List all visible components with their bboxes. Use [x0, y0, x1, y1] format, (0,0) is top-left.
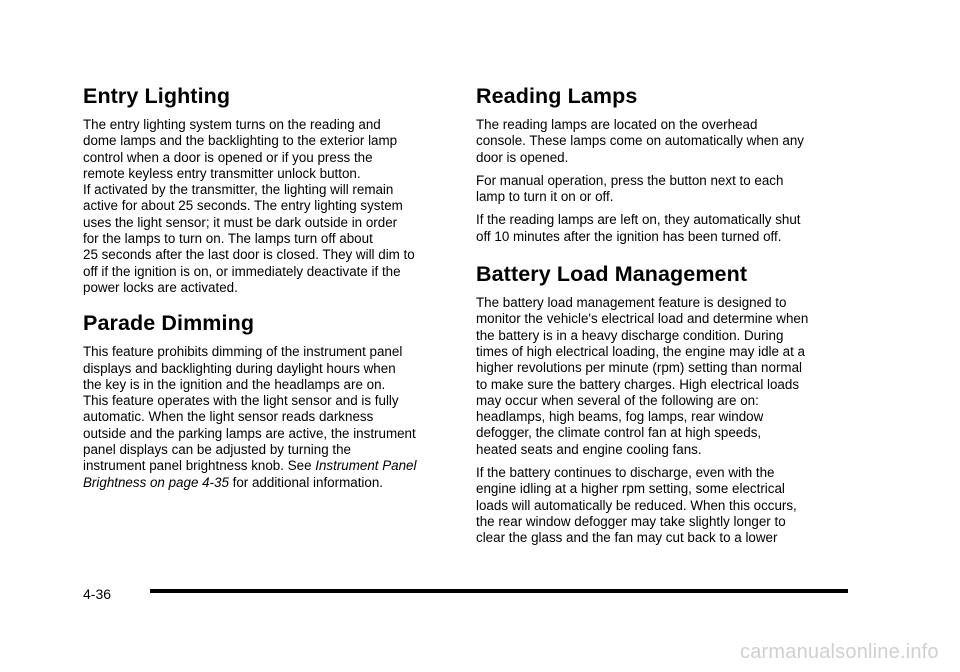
text-line: power locks are activated.	[83, 279, 238, 295]
text-line: higher revolutions per minute (rpm) setting than normal	[476, 360, 802, 376]
entry-lighting-paragraph	[83, 117, 455, 296]
text-line: the battery is in a heavy discharge condition. During	[476, 327, 784, 343]
reading-lamps-paragraph-2	[476, 173, 848, 206]
left-column	[83, 82, 455, 491]
reading-lamps-paragraph-1	[476, 117, 848, 166]
text-line: dome lamps and the backlighting to the exterior lamp	[83, 133, 398, 149]
text-line: heated seats and engine cooling fans.	[476, 441, 702, 457]
text-line: the key is in the ignition and the headlamps are on.	[83, 376, 386, 392]
text-line	[83, 458, 455, 474]
text-line: This feature operates with the light sensor and is fully	[83, 393, 399, 409]
text-line: panel displays can be adjusted by turning the	[83, 442, 351, 458]
text-line: lamp to turn it on or off.	[476, 189, 614, 205]
footer-divider	[150, 589, 848, 593]
text-line: This feature prohibits dimming of the instrument panel	[83, 344, 403, 360]
text-line: active for about 25 seconds. The entry lighting system	[83, 198, 403, 214]
text-line: to make sure the battery charges. High electrical loads	[476, 376, 800, 392]
text-line: door is opened.	[476, 149, 569, 165]
text-line: outside and the parking lamps are active, the instrument	[83, 425, 416, 441]
text-line: loads will automatically be reduced. When this occurs,	[476, 497, 797, 513]
cross-reference-link[interactable]: Brightness on page 4-35	[83, 474, 229, 490]
text-line: off if the ignition is on, or immediately deactivate if the	[83, 263, 401, 279]
text-span: for additional information.	[228, 474, 383, 490]
text-line: For manual operation, press the button next to each	[476, 172, 784, 188]
text-line: monitor the vehicle's electrical load and determine when	[476, 311, 809, 327]
text-line: may occur when several of the following are on:	[476, 392, 759, 408]
text-line: If the battery continues to discharge, even with the	[476, 465, 775, 481]
text-line	[83, 475, 455, 491]
right-column	[476, 82, 848, 547]
text-line: defogger, the climate control fan at high speeds,	[476, 425, 762, 441]
text-line: The battery load management feature is designed to	[476, 295, 787, 311]
spacer	[476, 166, 848, 173]
text-line: The entry lighting system turns on the reading and	[83, 117, 381, 132]
text-line: remote keyless entry transmitter unlock button.	[83, 165, 361, 181]
text-line: If the reading lamps are left on, they automatically shut	[476, 212, 801, 228]
spacer	[476, 458, 848, 465]
parade-dimming-paragraph	[83, 344, 455, 491]
text-line: control when a door is opened or if you press the	[83, 149, 373, 165]
text-line: headlamps, high beams, fog lamps, rear window	[476, 409, 764, 425]
reading-lamps-paragraph-3	[476, 212, 848, 245]
battery-paragraph-2	[476, 465, 848, 546]
text-line: the rear window defogger may take slightly longer to	[476, 513, 786, 529]
text-line: displays and backlighting during daylight hours when	[83, 360, 396, 376]
text-line: for the lamps to turn on. The lamps turn off about	[83, 231, 373, 247]
text-line: If activated by the transmitter, the lighting will remain	[83, 182, 394, 198]
text-line: automatic. When the light sensor reads darkness	[83, 409, 374, 425]
heading-battery-load-management: Battery Load Management	[476, 262, 748, 287]
text-line: off 10 minutes after the ignition has been turned off.	[476, 228, 782, 244]
heading-reading-lamps: Reading Lamps	[476, 84, 638, 108]
heading-entry-lighting: Entry Lighting	[83, 84, 231, 108]
spacer	[476, 205, 848, 212]
text-line: times of high electrical loading, the engine may idle at a	[476, 343, 806, 359]
heading-parade-dimming: Parade Dimming	[83, 311, 255, 336]
page-number: 4-36	[83, 586, 112, 602]
text-span: instrument panel brightness knob. See	[83, 458, 316, 474]
cross-reference-link[interactable]: Instrument Panel	[315, 458, 417, 474]
watermark: carmanualsonline.info	[740, 641, 939, 663]
text-line: 25 seconds after the last door is closed. They will dim to	[83, 247, 415, 263]
text-line: console. These lamps come on automatically when any	[476, 133, 804, 149]
text-line: The reading lamps are located on the overhead	[476, 117, 758, 132]
text-line: clear the glass and the fan may cut back to a lower	[476, 530, 778, 546]
text-line: uses the light sensor; it must be dark outside in order	[83, 214, 398, 230]
text-line: engine idling at a higher rpm setting, some electrical	[476, 481, 785, 497]
battery-paragraph-1	[476, 295, 848, 458]
